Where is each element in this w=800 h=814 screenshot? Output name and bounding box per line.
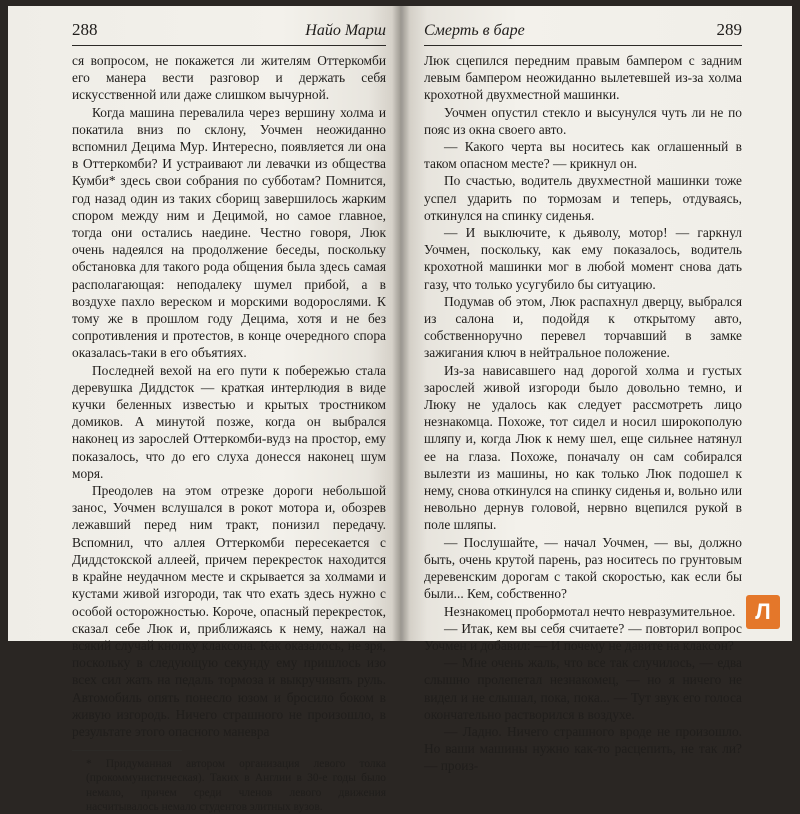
right-running-head xyxy=(424,20,742,44)
paragraph: Люк сцепился передним правым бампером с задним левым бампером неожиданно вылетевшей из-за холма крохотной двухместной машинки. xyxy=(424,53,742,103)
labirint-logo-icon: Л xyxy=(746,595,780,629)
left-body-text xyxy=(72,52,386,740)
left-running-head xyxy=(72,20,386,44)
paragraph: — Мне очень жаль, что все так случилось, — едва слышно пролепетал незнакомец, — но я ничего не видел и не слышал, пока, пока... — Тут звук его голоса окончательно растворился в воздухе. xyxy=(424,655,742,722)
running-title-right: Смерть в баре xyxy=(424,22,525,39)
header-rule-left xyxy=(72,45,386,46)
page-number-left: 288 xyxy=(72,20,98,39)
paragraph: — Какого черта вы носитесь как оглашенный в таком опасном месте? — крикнул он. xyxy=(424,139,742,172)
paragraph: Когда машина перевалила через вершину холма и покатила вниз по склону, Уочмен неожиданно вспомнил Децима Мур. Интересно, появляется ли она в Оттеркомби? И устраивают ли левачки из общества Кумби* здесь свои собрания по субботам? Помнится, год назад один из таких сборищ завершилось жарким спором между ним и Децимой, но самое главное, тогда они остались наедине. Честно говоря, Люк очень надеялся на продолжение беседы, поскольку обстановка для такого рода общения была здесь самая располагающая: неподалеку шумел прибой, а в воздухе пахло вереском и морскими водорослями. К тому же в прошлом году Децима, хотя и не без сопротивления и протестов, в конце очередного спора оказалась-таки в его объятиях. xyxy=(72,104,386,361)
paragraph: Последней вехой на его пути к побережью стала деревушка Диддсток — краткая интерлюдия в виде кучки беленных известью и крытых тростником домиков. А минутой позже, когда он выбрался наконец из зарослей Оттеркомби-вудз на простор, ему показалось, что до его слуха донесся наконец шум моря. xyxy=(72,362,386,481)
paragraph: — Итак, кем вы себя считаете? — повторил вопрос Уочмен и добавил: — И почему не давите на клаксон? xyxy=(424,620,742,653)
right-page xyxy=(400,6,792,774)
paragraph: Незнакомец пробормотал нечто невразумительное. xyxy=(444,603,736,619)
paragraph: — Послушайте, — начал Уочмен, — вы, должно быть, очень крутой парень, раз носитесь по грунтовым деревенским дорогам с такой скоростью, как если бы были... Кем, собственно? xyxy=(424,534,742,602)
paragraph: По счастью, водитель двухместной машинки тоже успел ударить по тормозам и теперь, отдуваясь, откинулся на спинку сиденья. xyxy=(424,173,742,223)
left-page xyxy=(8,6,400,813)
paragraph: ся вопросом, не покажется ли жителям Оттеркомби его манера вести разговор и держать себя искусственной или даже слишком вычурной. xyxy=(72,53,386,103)
right-body-text xyxy=(424,52,742,775)
running-title-left: Найо Марш xyxy=(305,22,386,39)
header-rule-right xyxy=(424,45,742,46)
footnote-text: * Придуманная автором организация левого толка (прокоммунистическая). Таких в Англии в 30-е годы было немало, причем среди членов левого движения насчитывалось немало студентов элитных вузов. xyxy=(86,758,386,813)
paragraph: Уочмен опустил стекло и высунулся чуть ли не по пояс из окна своего авто. xyxy=(424,104,742,137)
paragraph: — И выключите, к дьяволу, мотор! — гаркнул Уочмен, поскольку, как ему показалось, водитель крохотной машинки мог в любой момент снова дать газу, что только усугубило бы ситуацию. xyxy=(424,225,742,292)
paragraph: Преодолев на этом отрезке дороги небольшой занос, Уочмен вслушался в рокот мотора и, обозрев лежавший перед ним тракт, понизил передачу. Вспомнил, что аллея Оттеркомби пересекается с Диддстокской аллеей, причем перекресток находится в крайне неудачном месте и скрывается за холмами и кустами живой изгороди, так что ехать здесь нужно с особой осторожностью. Короче, опасный перекресток, сказал себе Люк и, приближаясь к нему, нажал на всякий случай кнопку клаксона. Как оказалось, не зря, поскольку в следующую секунду ему пришлось изо всех сил жать на педаль тормоза и выкручивать руль. Автомобиль опять понесло юзом и бросило боком в живую изгородь. Ничего страшного не произошло, в результате этого опасного маневра xyxy=(72,483,386,739)
paragraph: — Ладно. Ничего страшного вроде не произошло. Но ваши машины нужно как-то расцепить, не так ли? — произ- xyxy=(424,723,742,774)
footnote-rule xyxy=(72,750,182,751)
page-number-right: 289 xyxy=(716,20,742,39)
paragraph: Подумав об этом, Люк распахнул дверцу, выбрался из салона и, подойдя к открытому авто, собственноручно перевел торчавший в замке зажигания ключ в нейтральное положение. xyxy=(424,293,742,361)
paragraph: Из-за нависавшего над дорогой холма и густых зарослей живой изгороди было довольно темно, и Люку не удалось как следует рассмотреть лицо незнакомца. Похоже, тот сидел и носил широкополую шляпу и, когда Люк к нему шел, еще сильнее натянул ее на глаза. Похоже, поначалу он сам собирался вылезти из машины, но как только Люк подошел к нему, снова откинулся на спинку сиденья и, вольно или невольно дернув головой, нервно вцепился рукой в поле шляпы. xyxy=(424,362,742,533)
footnote xyxy=(72,757,386,814)
